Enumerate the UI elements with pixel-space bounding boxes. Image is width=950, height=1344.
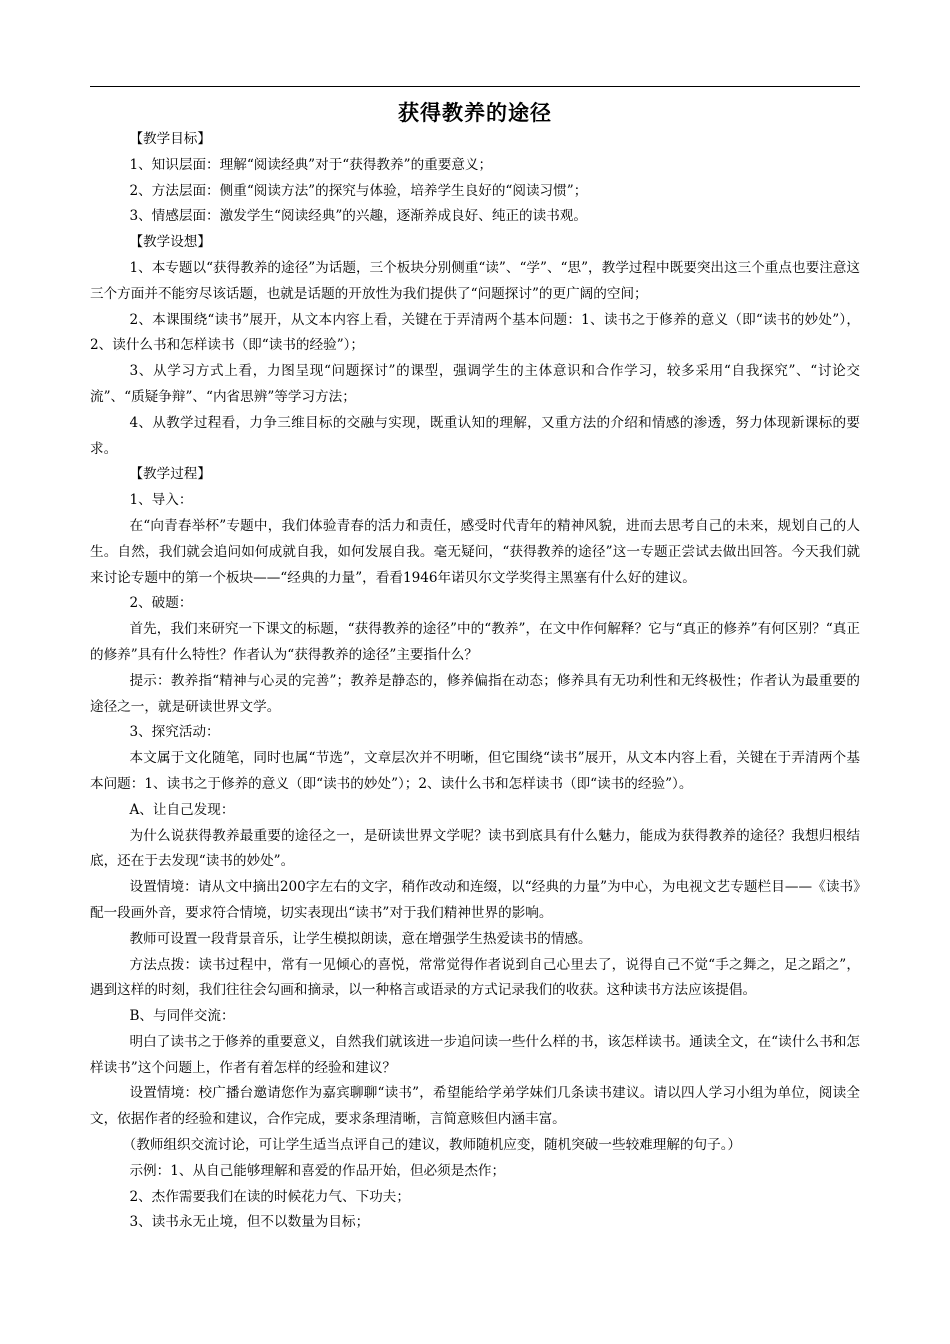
paragraph: 3、读书永无止境，但不以数量为目标；	[129, 1214, 370, 1231]
paragraph: 3、探究活动：	[129, 724, 220, 741]
paragraph: 3、从学习方式上看，力图呈现“问题探讨”的课型，强调学生的主体意识和合作学习，较多采用“自我探究”、“讨论交流”、“质疑争辩”、“内省思辨”等学习方法；	[90, 363, 860, 405]
paragraph: 本文属于文化随笔，同时也属“节选”，文章层次并不明晰，但它围绕“读书”展开，从文本内容上看，关键在于弄清两个基本问题：1、读书之于修养的意义（即“读书的妙处”）；2、读什么书和怎样读书（即“读书的经验”）。	[90, 750, 860, 792]
paragraph: （教师组织交流讨论，可让学生适当点评自己的建议，教师随机应变，随机突破一些较难理解的句子。）	[122, 1137, 742, 1154]
paragraph: 示例：1、从自己能够理解和喜爱的作品开始，但必须是杰作；	[129, 1162, 506, 1179]
section-heading-design: 【教学设想】	[129, 234, 211, 251]
paragraph: 首先，我们来研究一下课文的标题，“获得教养的途径”中的“教养”，在文中作何解释？它与“真正的修养”有何区别？“真正的修养”具有什么特性？作者认为“获得教养的途径”主要指什么？	[90, 621, 860, 663]
paragraph: 教师可设置一段背景音乐，让学生模拟朗读，意在增强学生热爱读书的情感。	[129, 930, 592, 947]
paragraph: 在“向青春举杯”专题中，我们体验青春的活力和责任，感受时代青年的精神风貌，进而去思考自己的未来，规划自己的人生。自然，我们就会追问如何成就自我，如何发展自我。毫无疑问，“获得教养的途径”这一专题正尝试去做出回答。今天我们就来讨论专题中的第一个板块——“经典的力量”，看看1946年诺贝尔文学奖得主黑塞有什么好的建议。	[90, 517, 860, 586]
paragraph: 2、杰作需要我们在读的时候花力气、下功夫；	[129, 1188, 410, 1205]
paragraph: 方法点拨：读书过程中，常有一见倾心的喜悦，常常觉得作者说到自己心里去了，说得自己不觉“手之舞之，足之蹈之”，遇到这样的时刻，我们往往会勾画和摘录，以一种格言或语录的方式记录我们的收获。这种读书方法应该提倡。	[90, 956, 860, 999]
section-heading-objectives: 【教学目标】	[129, 131, 211, 147]
paragraph: 1、导入：	[129, 492, 193, 509]
paragraph: 2、本课围绕“读书”展开，从文本内容上看，关键在于弄清两个基本问题：1、读书之于修养的意义（即“读书的妙处”），2、读什么书和怎样读书（即“读书的经验”）；	[90, 311, 860, 354]
paragraph: 为什么说获得教养最重要的途径之一，是研读世界文学呢？读书到底具有什么魅力，能成为获得教养的途径？我想归根结底，还在于去发现“读书的妙处”。	[90, 827, 860, 870]
paragraph: 1、本专题以“获得教养的途径”为话题，三个板块分别侧重“读”、“学”、“思”，教学过程中既要突出这三个重点也要注意这三个方面并不能穷尽该话题，也就是话题的开放性为我们提供了“问题探讨”的更广阔的空间；	[90, 259, 860, 302]
paragraph: 3、情感层面：激发学生“阅读经典”的兴趣，逐渐养成良好、纯正的读书观。	[129, 208, 587, 225]
paragraph: 设置情境：校广播台邀请您作为嘉宾聊聊“读书”，希望能给学弟学妹们几条读书建议。请以四人学习小组为单位，阅读全文，依据作者的经验和建议，合作完成，要求条理清晰，言简意赅但内涵丰富。	[90, 1085, 860, 1128]
paragraph: 2、破题：	[129, 595, 193, 612]
header-rule	[90, 86, 860, 87]
paragraph: 设置情境：请从文中摘出200字左右的文字，稍作改动和连缀，以“经典的力量”为中心，为电视文艺专题栏目——《读书》配一段画外音，要求符合情境，切实表现出“读书”对于我们精神世界的影响。	[90, 879, 860, 921]
section-heading-process: 【教学过程】	[129, 466, 211, 483]
paragraph: 2、方法层面：侧重“阅读方法”的探究与体验，培养学生良好的“阅读习惯”；	[129, 182, 588, 199]
paragraph: 4、从教学过程看，力争三维目标的交融与实现，既重认知的理解，又重方法的介绍和情感的渗透，努力体现新课标的要求。	[90, 414, 860, 457]
document-title: 获得教养的途径	[398, 101, 552, 125]
paragraph: 明白了读书之于修养的重要意义，自然我们就该进一步追问读一些什么样的书，该怎样读书。通读全文，在“读什么书和怎样读书”这个问题上，作者有着怎样的经验和建议？	[90, 1033, 860, 1076]
paragraph: A、让自己发现：	[129, 801, 235, 818]
paragraph: 提示：教养指“精神与心灵的完善”；教养是静态的，修养偏指在动态；修养具有无功利性和无终极性；作者认为最重要的途径之一，就是研读世界文学。	[90, 672, 860, 715]
paragraph: B、与同伴交流：	[129, 1008, 235, 1025]
paragraph: 1、知识层面：理解“阅读经典”对于“获得教养”的重要意义；	[129, 156, 493, 173]
document-body	[90, 127, 860, 1236]
